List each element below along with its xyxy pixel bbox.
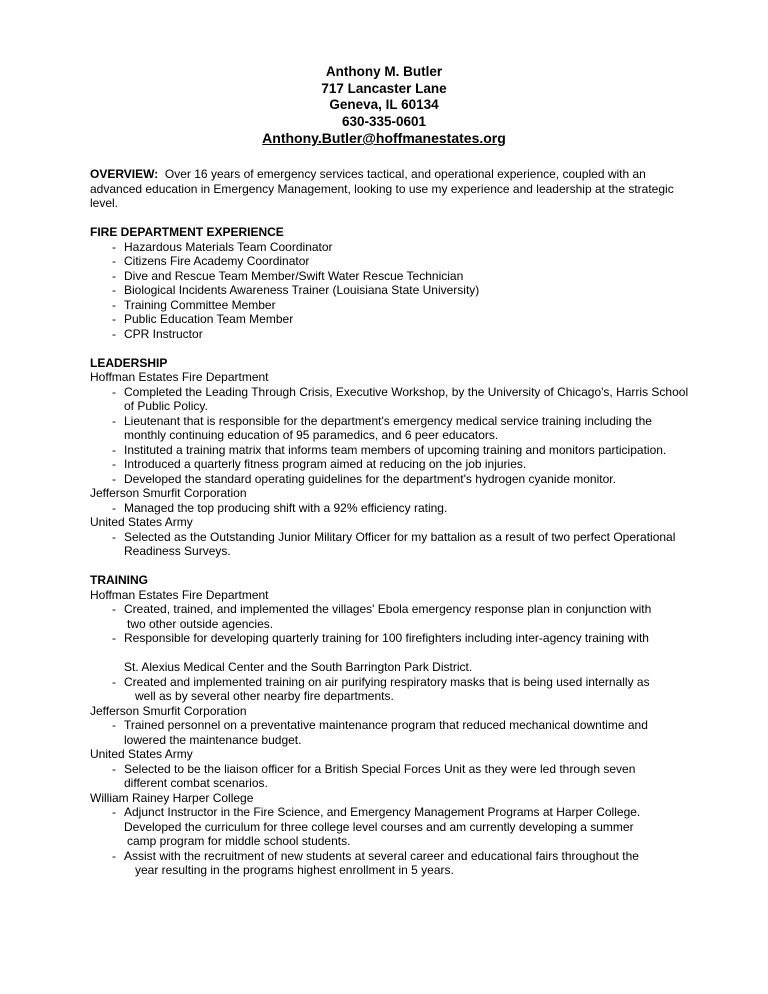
list-item — [90, 805, 690, 849]
item-text-cont: two other outside agencies. — [127, 616, 274, 631]
item-text-cont: St. Alexius Medical Center and the South Barrington Park District. — [124, 660, 473, 674]
overview-text: Over 16 years of emergency services tactical, and operational experience, coupled with an advanced education in Emergency Management, looking to use my experience and leadership at the strategic level. — [90, 167, 674, 210]
list-item: - CPR Instructor — [90, 327, 690, 342]
list-item: - Biological Incidents Awareness Trainer (Louisiana State University) — [90, 283, 690, 298]
resume-body — [90, 167, 690, 878]
org-name: Hoffman Estates Fire Department — [90, 587, 269, 602]
item-text-cont: camp program for middle school students. — [127, 834, 351, 848]
org-name: United States Army — [90, 515, 193, 529]
street-address: 717 Lancaster Lane — [321, 80, 447, 96]
item-text: - Created and implemented training on air purifying respiratory masks that is being used internally as — [124, 674, 650, 689]
list-item — [90, 849, 690, 878]
training-list — [90, 762, 690, 791]
list-item — [90, 675, 690, 704]
item-text: - Trained personnel on a preventative maintenance program that reduced mechanical downtime and — [124, 718, 648, 732]
leadership-list — [90, 385, 690, 487]
list-item — [90, 631, 690, 675]
training-list — [90, 602, 690, 704]
training-list — [90, 718, 690, 747]
list-item: - Training Committee Member — [90, 298, 690, 313]
list-item: - Public Education Team Member — [90, 312, 690, 327]
org-name: United States Army — [90, 747, 193, 761]
item-text-cont: well as by several other nearby fire departments. — [135, 689, 394, 703]
list-item: - Introduced a quarterly fitness program aimed at reducing on the job injuries. — [90, 457, 690, 472]
leadership-title: LEADERSHIP — [90, 355, 168, 370]
list-item: - Developed the standard operating guidelines for the department's hydrogen cyanide monitor. — [90, 472, 690, 487]
list-item: - Dive and Rescue Team Member/Swift Water Rescue Technician — [90, 269, 690, 284]
list-item — [90, 718, 690, 747]
overview-section — [90, 167, 690, 211]
list-item — [90, 762, 690, 791]
list-item — [90, 602, 690, 631]
leadership-list — [90, 501, 690, 516]
email-link[interactable]: Anthony.Butler@hoffmanestates.org — [262, 130, 506, 146]
leadership-list — [90, 530, 690, 559]
training-title: TRAINING — [90, 573, 148, 587]
item-text-cont: year resulting in the programs highest enrollment in 5 years. — [135, 863, 454, 877]
list-item: - Managed the top producing shift with a 92% efficiency rating. — [90, 501, 690, 516]
org-name: Jefferson Smurfit Corporation — [90, 703, 247, 718]
phone-number: 630-335-0601 — [341, 113, 427, 129]
list-item: - Hazardous Materials Team Coordinator — [90, 240, 690, 255]
item-text: - Selected to be the liaison officer for a British Special Forces Unit as they were led through seven — [124, 761, 636, 776]
item-text: - Assist with the recruitment of new students at several career and educational fairs throughout the — [124, 848, 639, 863]
city-state-zip: Geneva, IL 60134 — [329, 97, 439, 112]
org-name: Hoffman Estates Fire Department — [90, 370, 269, 384]
item-text-cont: Developed the curriculum for three college level courses and am currently developing a summer — [124, 819, 634, 834]
list-item: - Completed the Leading Through Crisis, Executive Workshop, by the University of Chicago's, Harris School of Public Policy. — [90, 385, 690, 414]
item-text: - Adjunct Instructor in the Fire Science, and Emergency Management Programs at Harper College. — [124, 805, 641, 819]
item-text: - Created, trained, and implemented the villages' Ebola emergency response plan in conjunction with — [124, 602, 652, 616]
item-text: - Responsible for developing quarterly training for 100 firefighters including inter-agency training with — [124, 631, 649, 645]
item-text-cont: lowered the maintenance budget. — [124, 732, 302, 747]
fire-experience-list — [90, 240, 690, 342]
resume-header — [0, 64, 768, 147]
candidate-name: Anthony M. Butler — [325, 64, 443, 79]
overview-label: OVERVIEW: — [90, 167, 159, 181]
fire-experience-title: FIRE DEPARTMENT EXPERIENCE — [90, 225, 284, 239]
item-text-cont: different combat scenarios. — [124, 776, 268, 790]
org-name: Jefferson Smurfit Corporation — [90, 486, 247, 500]
list-item: - Lieutenant that is responsible for the department's emergency medical service training including the monthly continuing education of 95 paramedics, and 6 peer educators. — [90, 414, 690, 443]
list-item: - Instituted a training matrix that informs team members of upcoming training and monitors participation. — [90, 443, 690, 458]
org-name: William Rainey Harper College — [90, 790, 254, 805]
list-item: - Selected as the Outstanding Junior Military Officer for my battalion as a result of two perfect Operational Readiness Surveys. — [90, 530, 690, 559]
list-item: - Citizens Fire Academy Coordinator — [90, 254, 690, 269]
training-list — [90, 805, 690, 878]
